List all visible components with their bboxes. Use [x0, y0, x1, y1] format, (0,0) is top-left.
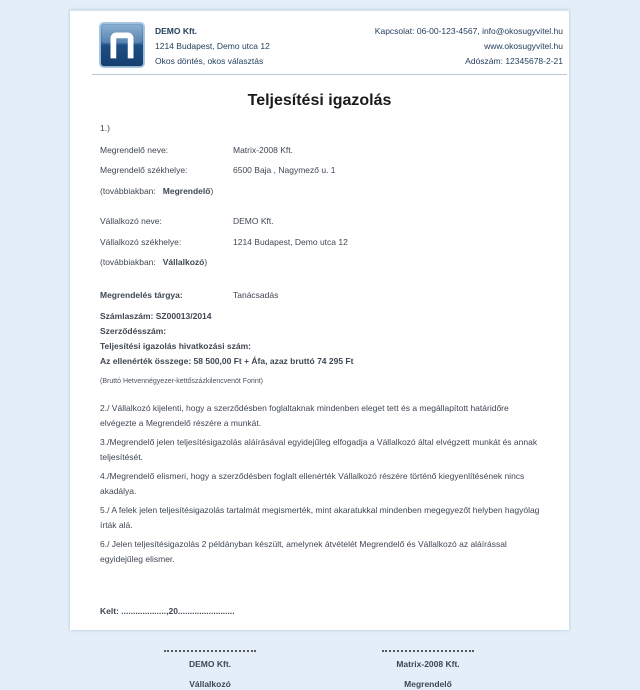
signature-dotted-line: [164, 650, 256, 652]
amount-line: Az ellenérték összege: 58 500,00 Ft + Áfa, azaz bruttó 74 295 Ft: [100, 356, 354, 366]
contractor-address-value: 1214 Budapest, Demo utca 12: [233, 236, 348, 247]
company-name: DEMO Kft.: [155, 26, 198, 36]
company-address: 1214 Budapest, Demo utca 12: [155, 41, 270, 51]
client-name-row: [100, 145, 541, 157]
contractor-name-label: Vállalkozó neve:: [100, 216, 162, 226]
letterhead: [70, 11, 569, 69]
company-slogan: Okos döntés, okos választás: [155, 56, 264, 66]
client-alias-line: [100, 186, 541, 198]
contractor-name-row: [100, 216, 541, 228]
contractor-address-label: Vállalkozó székhelye:: [100, 236, 182, 247]
client-address-label: Megrendelő székhelye:: [100, 165, 188, 175]
website-line: www.okosugyvitel.hu: [484, 41, 563, 51]
invoice-number-line: Számlaszám: SZ00013/2014: [100, 311, 212, 321]
contractor-alias-close: ): [204, 257, 208, 267]
signature-role: Vállalkozó: [189, 678, 231, 689]
clause-2: 2./ Vállalkozó kijelenti, hogy a szerződésben foglaltaknak mindenben eleget tett és a megállapított határidőre elvégezte a Megrendelő részére a munkát.: [100, 403, 509, 428]
order-subject-label: Megrendelés tárgya:: [100, 289, 183, 300]
order-subject-value: Tanácsadás: [233, 289, 279, 300]
order-subject-row: [100, 290, 541, 302]
document-body: [100, 123, 541, 690]
company-logo-icon: [99, 22, 145, 68]
tax-number-line: Adószám: 12345678-2-21: [465, 56, 563, 66]
contact-line: Kapcsolat: 06-00-123-4567, info@okosugyvitel.hu: [374, 26, 563, 36]
header-divider: [92, 74, 567, 75]
clauses-block: [100, 401, 541, 567]
contract-number-line: Szerződésszám:: [100, 326, 167, 336]
signature-name: Matrix-2008 Kft.: [396, 658, 460, 669]
client-signature-block: [363, 650, 493, 690]
signature-dotted-line: [382, 650, 474, 652]
amount-in-words-line: (Bruttó Hetvennégyezer-kettőszázkilencvenöt Forint): [100, 378, 264, 385]
signature-name: DEMO Kft.: [188, 658, 232, 669]
company-info-block: [155, 22, 270, 69]
client-address-row: [100, 165, 541, 177]
contractor-name-value: DEMO Kft.: [233, 216, 274, 226]
contractor-signature-block: [145, 650, 275, 690]
client-alias-close: ): [210, 185, 214, 196]
clause-6: 6./ Jelen teljesítésigazolás 2 példányban készült, amelynek átvételét Megrendelő és Vállalkozó az aláírással egyidejűleg elismer.: [100, 539, 507, 564]
clause-5: 5./ A felek jelen teljesítésigazolás tartalmát megismerték, mint akaratukkal mindenben megegyezőt helyben hagyólag írták alá.: [100, 505, 540, 530]
reference-number-line: Teljesítési igazolás hivatkozási szám:: [100, 341, 252, 351]
section-number: 1.): [100, 123, 110, 133]
order-meta-block: [100, 309, 541, 389]
client-name-value: Matrix-2008 Kft.: [233, 144, 293, 155]
contractor-alias-prefix: (továbbiakban:: [100, 257, 156, 267]
client-name-label: Megrendelő neve:: [100, 144, 169, 155]
contractor-address-row: [100, 237, 541, 249]
signature-role: Megrendelő: [404, 678, 452, 689]
client-address-value: 6500 Baja , Nagymező u. 1: [233, 165, 336, 175]
client-alias-prefix: (továbbiakban:: [100, 185, 156, 196]
date-line: Kelt: ...................,20........................: [100, 606, 235, 616]
clause-3: 3./Megrendelő jelen teljesítésigazolás aláírásával egyidejűleg elfogadja a Vállalkozó által elvégzett munkát és annak teljesítését.: [100, 437, 538, 462]
clause-4: 4./Megrendelő elismeri, hogy a szerződésben foglalt ellenérték Vállalkozó részére történő kiegyenlítésének nincs akadálya.: [100, 471, 525, 496]
page-title: Teljesítési igazolás: [247, 92, 392, 109]
contractor-alias-name: Vállalkozó: [162, 257, 205, 267]
document-page: [70, 10, 569, 689]
contractor-alias-line: [100, 257, 541, 269]
signature-area: [100, 650, 541, 690]
contact-info-block: [375, 22, 563, 69]
client-alias-name: Megrendelő: [162, 185, 211, 196]
